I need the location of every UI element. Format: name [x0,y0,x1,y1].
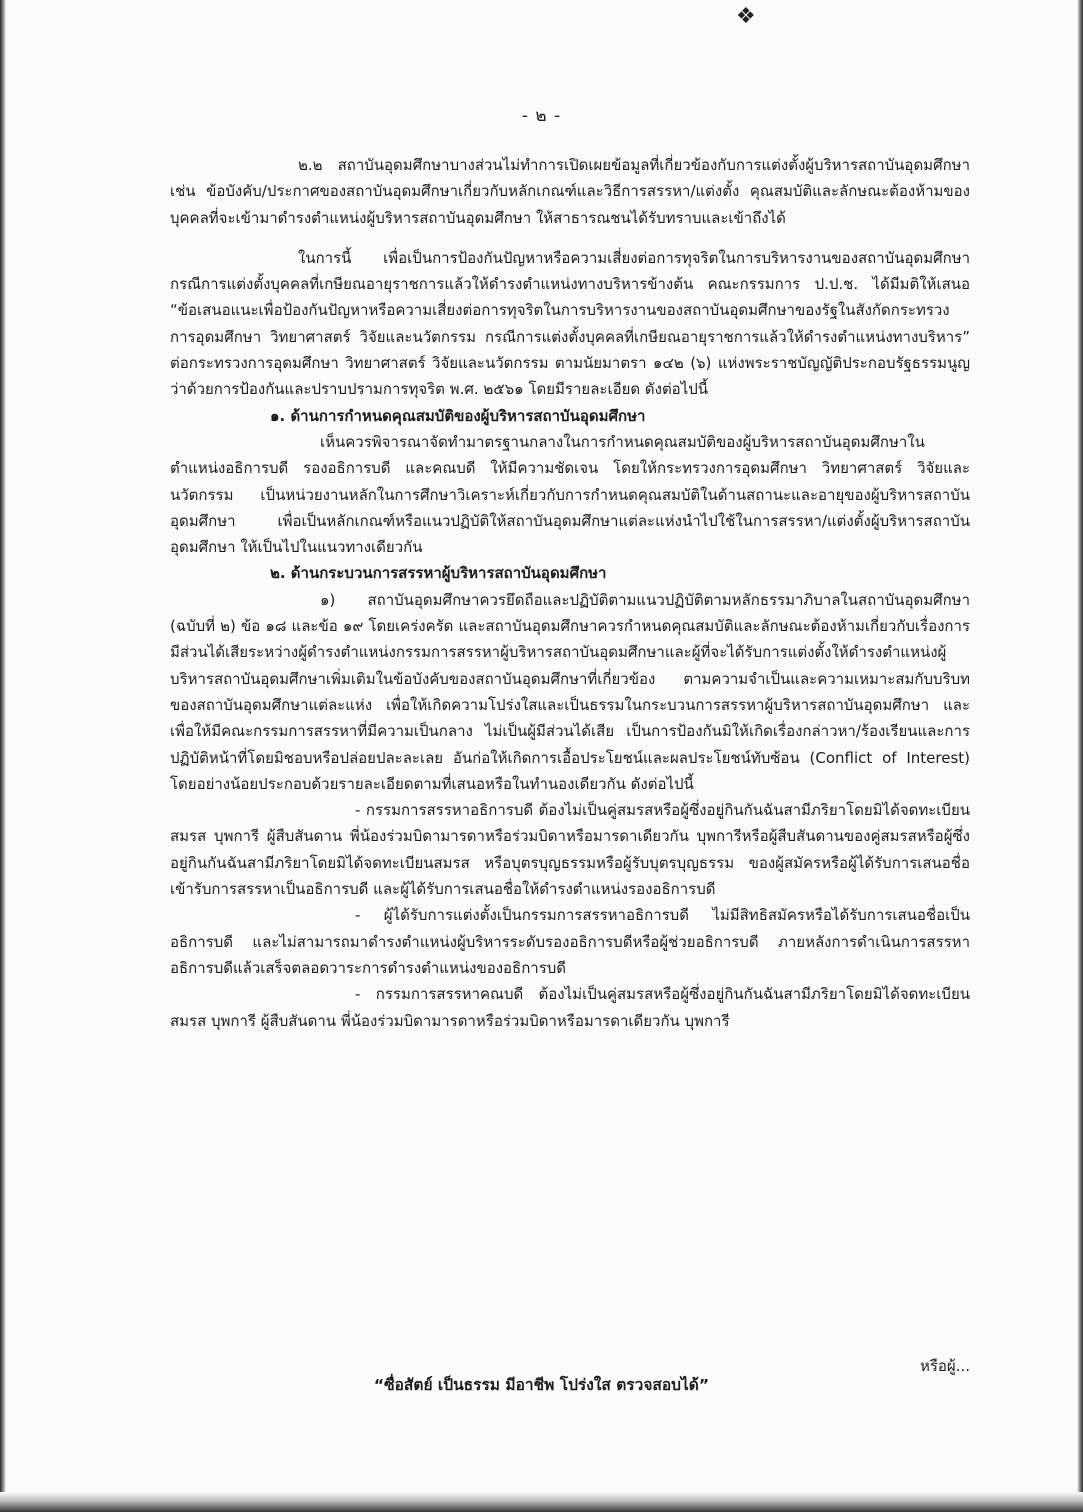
scan-shadow-right [1077,0,1083,1512]
section-heading-1: ๑. ด้านการกำหนดคุณสมบัติของผู้บริหารสถาบันอุดมศึกษา [270,406,646,425]
scan-shadow-bottom [0,1492,1083,1512]
ink-mark-icon: ❖ [736,4,756,29]
continuation-text: หรือผู้... [919,1357,970,1375]
footer-motto: “ซื่อสัตย์ เป็นธรรม มีอาชีพ โปร่งใส ตรวจสอบได้” [373,1376,710,1394]
paragraph-intro: ในการนี้ เพื่อเป็นการป้องกันปัญหาหรือความเสี่ยงต่อการทุจริตในการบริหารงานของสถาบันอุดมศึกษา กรณีการแต่งตั้งบุคคลที่เกษียณอายุราชการแล้วให้ดำรงตำแหน่งทางบริหารข้างต้น คณะกรรมการ ป.ป.ช. ได้มีมติให้เสนอ “ข้อเสนอแนะเพื่อป้องกันปัญหาหรือความเสี่ยงต่อการทุจริตในการบริหารงานของสถาบันอุดมศึกษาของรัฐในสังกัดกระทรวงการอุดมศึกษา วิทยาศาสตร์ วิจัยและนวัตกรรม กรณีการแต่งตั้งบุคคลที่เกษียณอายุราชการแล้วให้ดำรงตำแหน่งทางบริหาร” ต่อกระทรวงการอุดมศึกษา วิทยาศาสตร์ วิจัยและนวัตกรรม ตามนัยมาตรา ๑๔๒ (๖) แห่งพระราชบัญญัติประกอบรัฐธรรมนูญว่าด้วยการป้องกันและปราบปรามการทุจริต พ.ศ. ๒๕๖๑ โดยมีรายละเอียด ดังต่อไปนี้ [170,248,970,399]
page-number: - ๒ - [521,106,562,126]
bullet-committee-eligibility: - ผู้ได้รับการแต่งตั้งเป็นกรรมการสรรหาอธิการบดี ไม่มีสิทธิสมัครหรือได้รับการเสนอชื่อเป็นอธิการบดี และไม่สามารถมาดำรงตำแหน่งผู้บริหารระดับรองอธิการบดีหรือผู้ช่วยอธิการบดี ภายหลังการดำเนินการสรรหาอธิการบดีแล้วเสร็จตลอดวาระการดำรงตำแหน่งของอธิการบดี [170,906,970,977]
section-heading-2: ๒. ด้านกระบวนการสรรหาผู้บริหารสถาบันอุดมศึกษา [270,564,607,583]
document-body [170,152,970,1034]
scan-shadow-left [0,0,6,1512]
paragraph-2-2: ๒.๒ สถาบันอุดมศึกษาบางส่วนไม่ทำการเปิดเผยข้อมูลที่เกี่ยวข้องกับการแต่งตั้งผู้บริหารสถาบันอุดมศึกษา เช่น ข้อบังคับ/ประกาศของสถาบันอุดมศึกษาเกี่ยวกับหลักเกณฑ์และวิธีการสรรหา/แต่งตั้ง คุณสมบัติและลักษณะต้องห้ามของบุคคลที่จะเข้ามาดำรงตำแหน่งผู้บริหารสถาบันอุดมศึกษา ให้สาธารณชนได้รับทราบและเข้าถึงได้ [170,156,970,227]
bullet-rector-committee: - กรรมการสรรหาอธิการบดี ต้องไม่เป็นคู่สมรสหรือผู้ซึ่งอยู่กินกันฉันสามีภริยาโดยมิได้จดทะเบียนสมรส บุพการี ผู้สืบสันดาน พี่น้องร่วมบิดามารดาหรือร่วมบิดาหรือมารดาเดียวกัน บุพการีหรือผู้สืบสันดานของคู่สมรสหรือผู้ซึ่งอยู่กินกันฉันสามีภริยาโดยมิได้จดทะเบียนสมรส หรือบุตรบุญธรรมหรือผู้รับบุตรบุญธรรม ของผู้สมัครหรือผู้ได้รับการเสนอชื่อเข้ารับการสรรหาเป็นอธิการบดี และผู้ได้รับการเสนอชื่อให้ดำรงตำแหน่งรองอธิการบดี [170,801,970,899]
bullet-dean-committee: - กรรมการสรรหาคณบดี ต้องไม่เป็นคู่สมรสหรือผู้ซึ่งอยู่กินกันฉันสามีภริยาโดยมิได้จดทะเบียนสมรส บุพการี ผู้สืบสันดาน พี่น้องร่วมบิดามารดาหรือร่วมบิดาหรือมารดาเดียวกัน บุพการี [170,985,970,1030]
paragraph-section-2-item-1: ๑) สถาบันอุดมศึกษาควรยึดถือและปฏิบัติตามแนวปฏิบัติตามหลักธรรมาภิบาลในสถาบันอุดมศึกษา (ฉบับที่ ๒) ข้อ ๑๘ และข้อ ๑๙ โดยเคร่งครัด และสถาบันอุดมศึกษาควรกำหนดคุณสมบัติและลักษณะต้องห้ามเกี่ยวกับเรื่องการมีส่วนได้เสียระหว่างผู้ดำรงตำแหน่งกรรมการสรรหาผู้บริหารสถาบันอุดมศึกษาและผู้ที่จะได้รับการแต่งตั้งให้ดำรงตำแหน่งผู้บริหารสถาบันอุดมศึกษาเพิ่มเติมในข้อบังคับของสถาบันอุดมศึกษาที่เกี่ยวข้อง ตามความจำเป็นและความเหมาะสมกับบริบทของสถาบันอุดมศึกษาแต่ละแห่ง เพื่อให้เกิดความโปร่งใสและเป็นธรรมในกระบวนการสรรหาผู้บริหารสถาบันอุดมศึกษา และเพื่อให้มีคณะกรรมการสรรหาที่มีความเป็นกลาง ไม่เป็นผู้มีส่วนได้เสีย เป็นการป้องกันมิให้เกิดเรื่องกล่าวหา/ร้องเรียนและการปฏิบัติหน้าที่โดยมิชอบหรือปล่อยปละละเลย อันก่อให้เกิดการเอื้อประโยชน์และผลประโยชน์ทับซ้อน (Conflict of Interest) โดยอย่างน้อยประกอบด้วยรายละเอียดตามที่เสนอหรือในทำนองเดียวกัน ดังต่อไปนี้ [170,590,970,793]
paragraph-section-1: เห็นควรพิจารณาจัดทำมาตรฐานกลางในการกำหนดคุณสมบัติของผู้บริหารสถาบันอุดมศึกษาในตำแหน่งอธิการบดี รองอธิการบดี และคณบดี ให้มีความชัดเจน โดยให้กระทรวงการอุดมศึกษา วิทยาศาสตร์ วิจัยและนวัตกรรม เป็นหน่วยงานหลักในการศึกษาวิเคราะห์เกี่ยวกับการกำหนดคุณสมบัติในด้านสถานะและอายุของผู้บริหารสถาบันอุดมศึกษา เพื่อเป็นหลักเกณฑ์หรือแนวปฏิบัติให้สถาบันอุดมศึกษาแต่ละแห่งนำไปใช้ในการสรรหา/แต่งตั้งผู้บริหารสถาบันอุดมศึกษา ให้เป็นไปในแนวทางเดียวกัน [170,432,970,557]
